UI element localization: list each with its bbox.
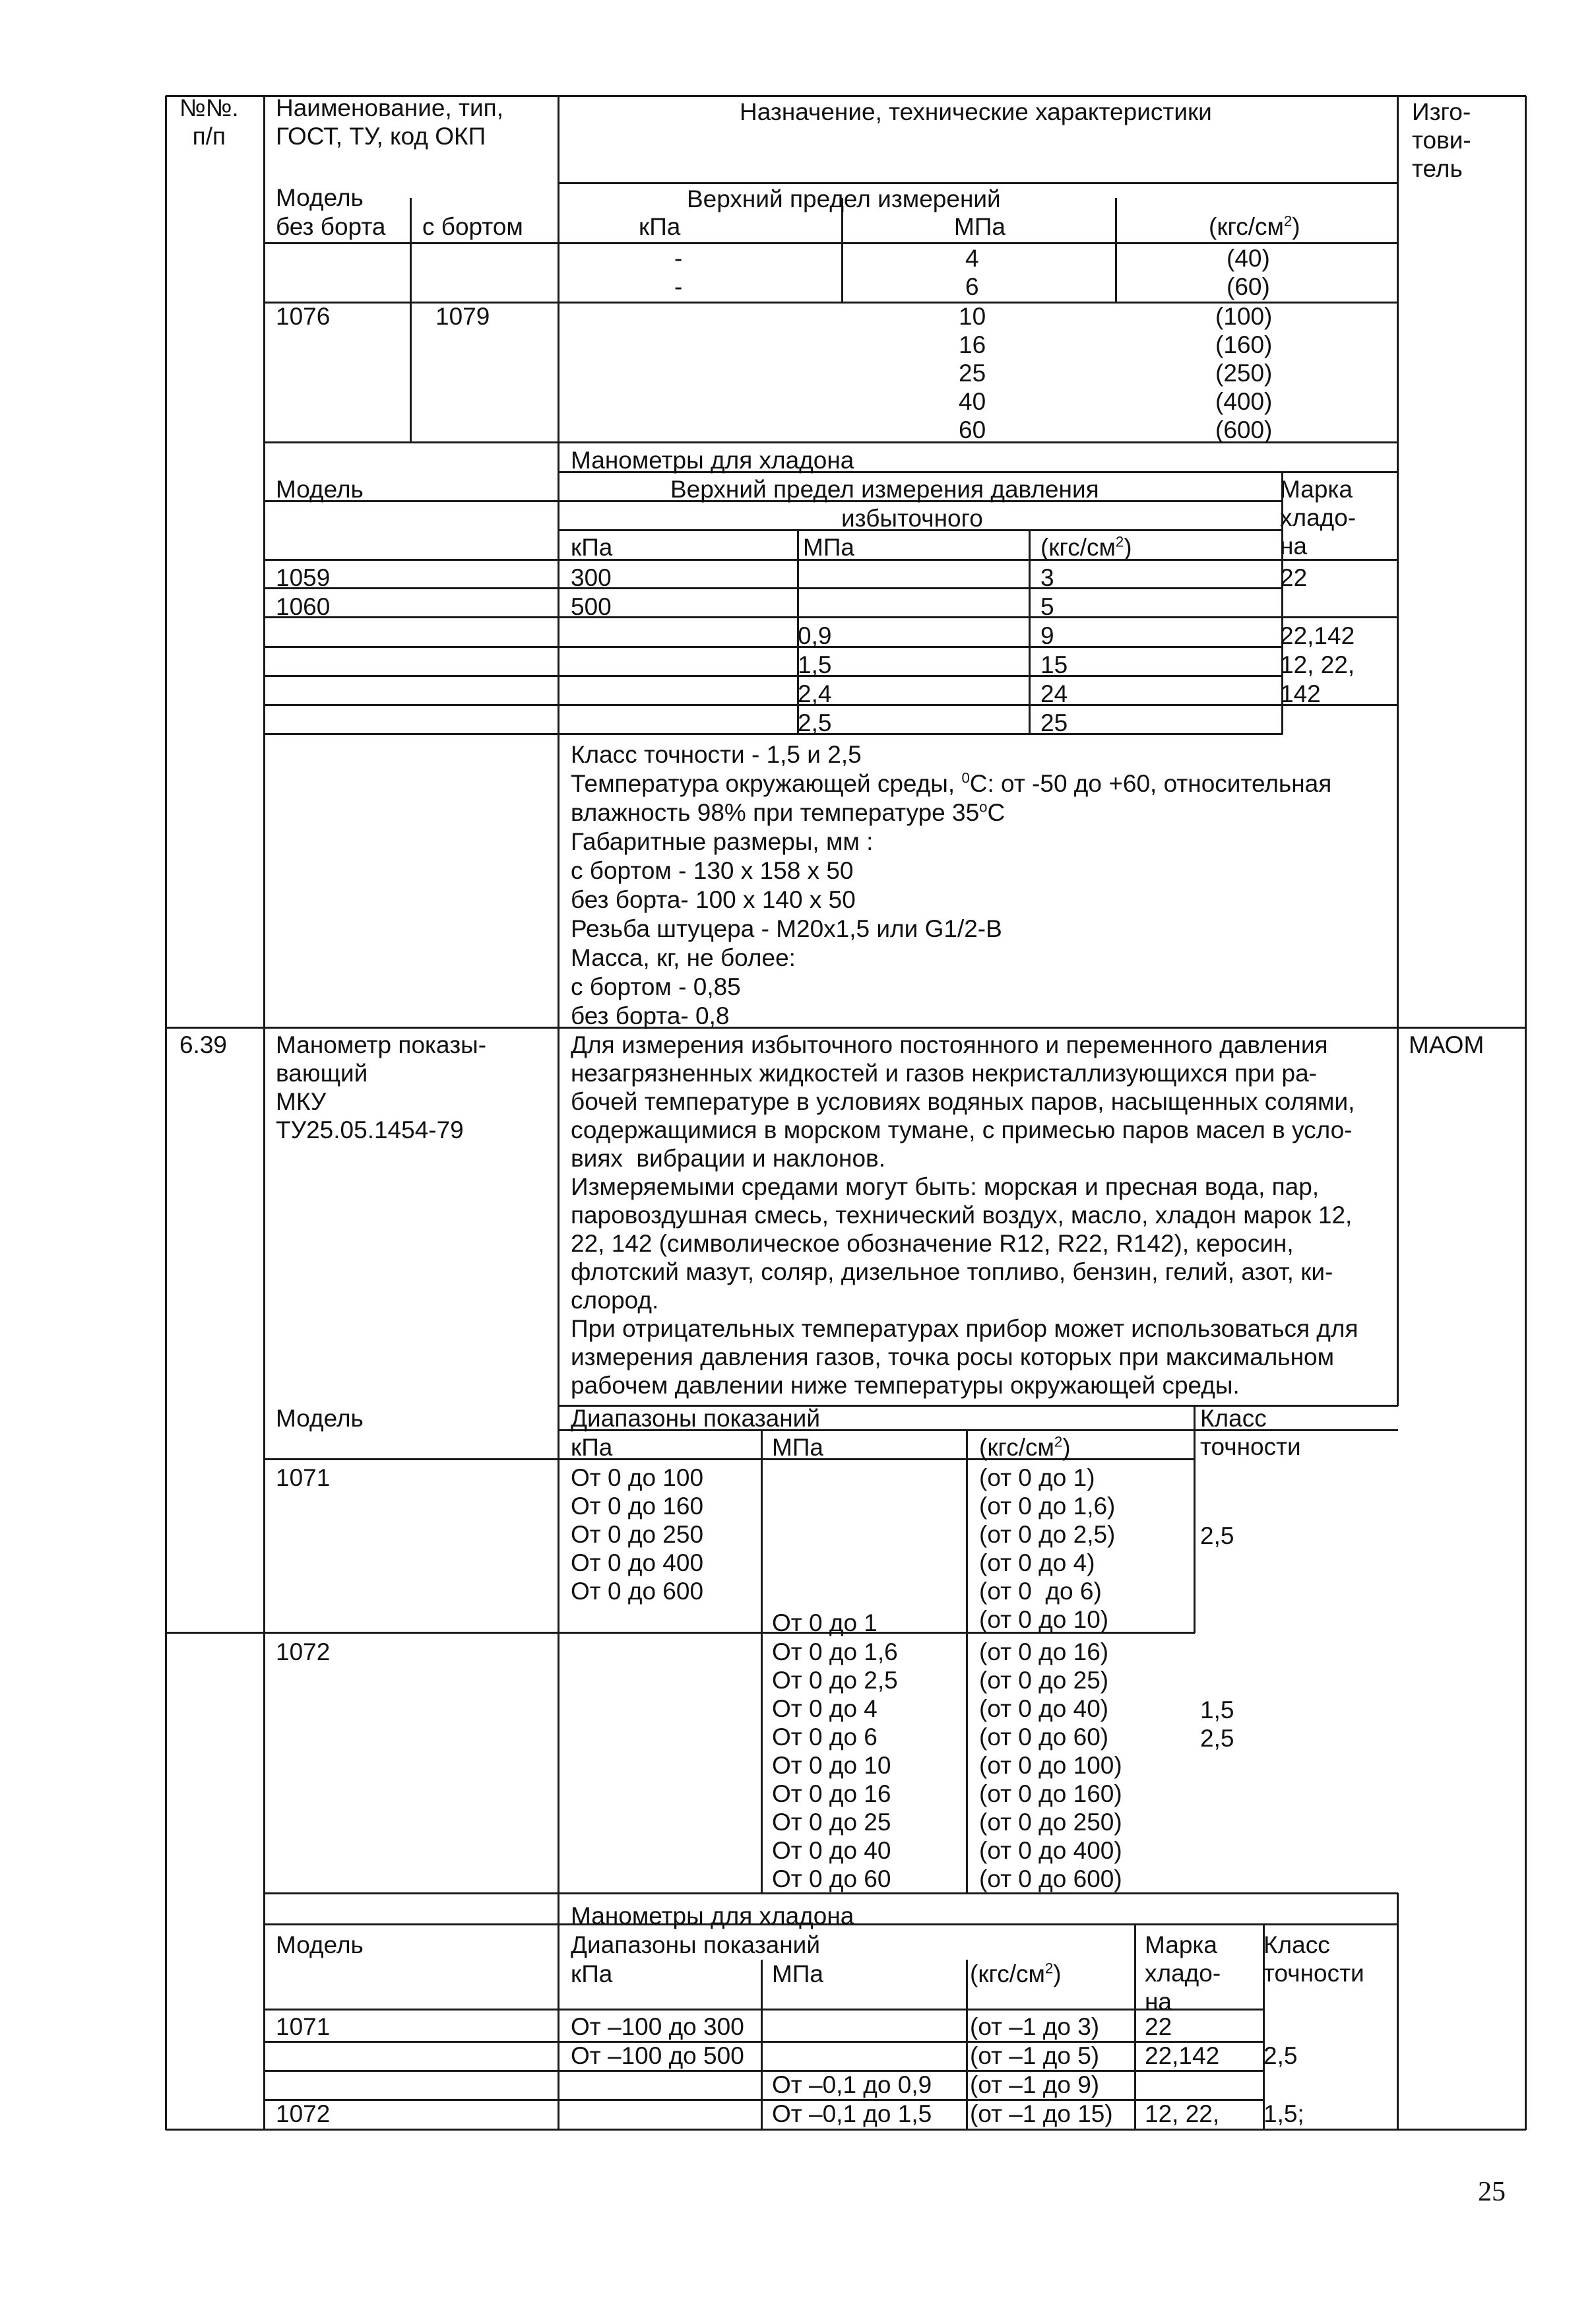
table-rule-horizontal	[166, 2129, 1526, 2131]
spec-dimensions-label: Габаритные размеры, мм :	[571, 828, 874, 855]
t3-r2-kgs: (от 0 до 16) (от 0 до 25) (от 0 до 40) (от 0 до 60) (от 0 до 100) (от 0 до 160) (от 0 до 250) (от 0 до 400) (от 0 до 600)	[979, 1638, 1122, 1892]
t3-kgs-header: $(кгс/см^2)$	[979, 1433, 1071, 1461]
table-rule-vertical	[966, 1960, 968, 2130]
spec-ambient-temperature: Температура окружающей среды, $^0$С: от -50 до +60, относительная	[571, 769, 1332, 797]
t1-kgs-values-b: (100) (160) (250) (400) (600)	[1215, 303, 1273, 443]
t3-model-label: Модель	[276, 1405, 364, 1432]
t4-kpa-cell: От –100 до 500	[571, 2042, 744, 2069]
t4-kgs-cell: (от –1 до 5)	[970, 2042, 1100, 2069]
t2-mpa-header: МПа	[803, 534, 854, 561]
table-rule-horizontal	[166, 1027, 1526, 1029]
t4-ranges-label: Диапазоны показаний	[571, 1931, 821, 1958]
header-name: Наименование, тип, ГОСТ, ТУ, код ОКП	[276, 94, 503, 150]
header-number: №№. п/п	[179, 94, 239, 150]
t2-mark-cell: 22,142	[1280, 622, 1355, 649]
t4-mark-cell: 22,142	[1145, 2042, 1220, 2069]
t4-kpa-header: кПа	[571, 1960, 613, 1987]
t2-model-cell: 1060	[276, 593, 331, 620]
t2-model-label: Модель	[276, 476, 364, 503]
t4-mark-label: Марка хладо- на	[1145, 1931, 1221, 2015]
t3-mpa-header: МПа	[772, 1434, 823, 1461]
t1-model-label: Модель	[276, 184, 364, 211]
table-rule-vertical	[1397, 1893, 1399, 2130]
spec-mass-collar: с бортом - 0,85	[571, 973, 741, 1000]
t2-mpa-cell: 1,5	[798, 651, 832, 678]
t4-kgs-cell: (от –1 до 9)	[970, 2071, 1100, 2098]
t4-title: Манометры для хладона	[571, 1902, 854, 1929]
table-rule-vertical	[966, 1430, 968, 1894]
t1-mpa-values-a: 4 6	[965, 245, 979, 300]
t4-kgs-cell: (от –1 до 3)	[970, 2013, 1100, 2040]
table-rule-vertical	[761, 1430, 763, 1894]
table-rule-horizontal	[264, 2041, 1264, 2043]
t1-mpa-header: МПа	[954, 213, 1005, 240]
header-maker: Изго- тови- тель	[1412, 98, 1471, 182]
table-rule-horizontal	[264, 587, 1283, 589]
spec-humidity: влажность 98% при температуре $35^оС$	[571, 798, 1005, 826]
t2-kpa-cell: 500	[571, 593, 612, 620]
table-rule-horizontal	[264, 2099, 1264, 2101]
spec-mass-no-collar: без борта- 0,8	[571, 1002, 730, 1029]
t2-mpa-cell: 0,9	[798, 622, 832, 649]
item-maker: МАОМ	[1409, 1031, 1484, 1058]
t3-model-1072: 1072	[276, 1638, 331, 1665]
t1-mpa-values-b: 10 16 25 40 60	[959, 303, 986, 443]
table-rule-vertical	[1134, 1924, 1136, 2130]
t2-kgs-cell: 24	[1040, 680, 1068, 707]
t4-class-label: Класс точности	[1263, 1931, 1364, 1987]
t2-kgs-header: $(кгс/см^2)$	[1040, 533, 1132, 561]
table-rule-horizontal	[558, 182, 1398, 184]
table-rule-vertical	[263, 96, 265, 2130]
t2-kpa-header: кПа	[571, 534, 613, 561]
t3-kpa-header: кПа	[571, 1434, 613, 1461]
t4-kgs-cell: (от –1 до 15)	[970, 2100, 1113, 2127]
t3-model-1071: 1071	[276, 1464, 331, 1491]
t4-kpa-cell: От –100 до 300	[571, 2013, 744, 2040]
spec-accuracy: Класс точности - 1,5 и 2,5	[571, 741, 862, 768]
t4-mark-cell: 22	[1145, 2013, 1172, 2040]
t1-model-1079: 1079	[435, 303, 490, 330]
table-rule-vertical	[1397, 96, 1399, 1406]
t2-excess-label: избыточного	[841, 505, 983, 532]
spec-dimensions-collar: с бортом - 130 x 158 x 50	[571, 857, 854, 884]
t4-kgs-header: $(кгс/см^2)$	[970, 1960, 1062, 1987]
t2-title: Манометры для хладона	[571, 447, 854, 474]
t1-kgs-header: $(кгс/см^2)$	[1209, 212, 1300, 240]
t4-class-cell: 1,5;	[1263, 2100, 1304, 2127]
t1-kpa-header: кПа	[639, 213, 681, 240]
table-rule-horizontal	[264, 675, 1283, 677]
t2-kgs-cell: 9	[1040, 622, 1054, 649]
t2-kgs-cell: 25	[1040, 709, 1068, 736]
t3-r1-class: 2,5	[1200, 1522, 1234, 1549]
t2-kgs-cell: 3	[1040, 564, 1054, 591]
table-rule-horizontal	[264, 733, 1283, 735]
header-purpose: Назначение, технические характеристики	[740, 98, 1212, 125]
table-rule-vertical	[1194, 1405, 1196, 1633]
t4-mpa-cell: От –0,1 до 0,9	[772, 2071, 932, 2098]
t1-upper-limit-label: Верхний предел измерений	[687, 185, 1001, 212]
t2-kpa-cell: 300	[571, 564, 612, 591]
t3-r1-kgs: (от 0 до 1) (от 0 до 1,6) (от 0 до 2,5) (от 0 до 4) (от 0 до 6) (от 0 до 10)	[979, 1464, 1116, 1633]
t4-mpa-header: МПа	[772, 1960, 823, 1987]
t2-kgs-cell: 15	[1040, 651, 1068, 678]
page-number: 25	[1478, 2177, 1506, 2207]
t4-mark-cell: 12, 22,	[1145, 2100, 1220, 2127]
spec-mass-label: Масса, кг, не более:	[571, 944, 796, 971]
table-rule-vertical	[410, 198, 412, 443]
item-name: Манометр показы- вающий МКУ ТУ25.05.1454-79	[276, 1031, 487, 1143]
table-rule-horizontal	[264, 646, 1283, 648]
t4-model-label: Модель	[276, 1931, 364, 1958]
t1-model-1076: 1076	[276, 303, 331, 330]
t3-ranges-label: Диапазоны показаний	[571, 1405, 821, 1432]
table-rule-horizontal	[264, 2070, 1264, 2072]
t3-class-label: Класс точности	[1200, 1405, 1301, 1460]
t3-r1-mpa: От 0 до 1	[772, 1609, 878, 1636]
t3-r1-kpa: От 0 до 100 От 0 до 160 От 0 до 250 От 0 до 400 От 0 до 600	[571, 1464, 704, 1605]
t1-kpa-values: - -	[674, 245, 683, 300]
table-rule-vertical	[1525, 96, 1527, 2130]
t2-mpa-cell: 2,5	[798, 709, 832, 736]
t4-model-cell: 1072	[276, 2100, 331, 2127]
t3-r2-mpa: От 0 до 1,6 От 0 до 2,5 От 0 до 4 От 0 до 6 От 0 до 10 От 0 до 16 От 0 до 25 От 0 до 40 От 0 до 60	[772, 1638, 898, 1892]
t2-upper-limit-label: Верхний предел измерения давления	[670, 476, 1099, 503]
t1-no-collar-label: без борта	[276, 213, 386, 240]
table-rule-vertical	[841, 198, 843, 303]
table-rule-vertical	[1029, 530, 1031, 734]
t2-mpa-cell: 2,4	[798, 680, 832, 707]
table-rule-horizontal	[264, 2009, 1264, 2010]
t1-kgs-values-a: (40) (60)	[1227, 245, 1270, 300]
table-rule-vertical	[761, 1960, 763, 2130]
t4-class-cell: 2,5	[1263, 2042, 1298, 2069]
t2-model-cell: 1059	[276, 564, 331, 591]
t1-with-collar-label: с бортом	[422, 213, 523, 240]
t2-mark-cell: 22	[1280, 564, 1308, 591]
item-description: Для измерения избыточного постоянного и переменного давления незагрязненных жидкостей и газов некристаллизующихся при ра- бочей температуре в условиях водяных паров, насыщенных солями, содержащимися в морском тумане, с примесью паров масел в усло- виях вибрации и наклонов. Измеряемыми средами могут быть: морская и пресная вода, пар, паровоздушная смесь, технический воздух, масло, хладон марок 12, 22, 142 (символическое обозначение R12, R22, R142), керосин, флотский мазут, соляр, дизельное топливо, бензин, гелий, азот, ки- слород. При отрицательных температурах прибор может использоваться для измерения давления газов, точка росы которых при максимальном рабочем давлении ниже температуры окружающей среды.	[571, 1031, 1358, 1399]
t4-model-cell: 1071	[276, 2013, 331, 2040]
t2-mark-cell: 142	[1280, 680, 1321, 707]
table-rule-horizontal	[264, 616, 1398, 618]
t4-mpa-cell: От –0,1 до 1,5	[772, 2100, 932, 2127]
item-number: 6.39	[179, 1031, 228, 1058]
table-rule-vertical	[1115, 198, 1117, 303]
t2-mark-cell: 12, 22,	[1280, 651, 1355, 678]
t2-mark-label: Марка хладо- на	[1280, 476, 1357, 560]
table-rule-vertical	[558, 96, 559, 2130]
spec-thread: Резьба штуцера - M20x1,5 или G1/2-B	[571, 915, 1002, 942]
spec-dimensions-no-collar: без борта- 100 x 140 x 50	[571, 886, 856, 913]
table-rule-vertical	[165, 96, 167, 2130]
t2-kgs-cell: 5	[1040, 593, 1054, 620]
t3-r2-class: 1,5 2,5	[1200, 1696, 1234, 1752]
